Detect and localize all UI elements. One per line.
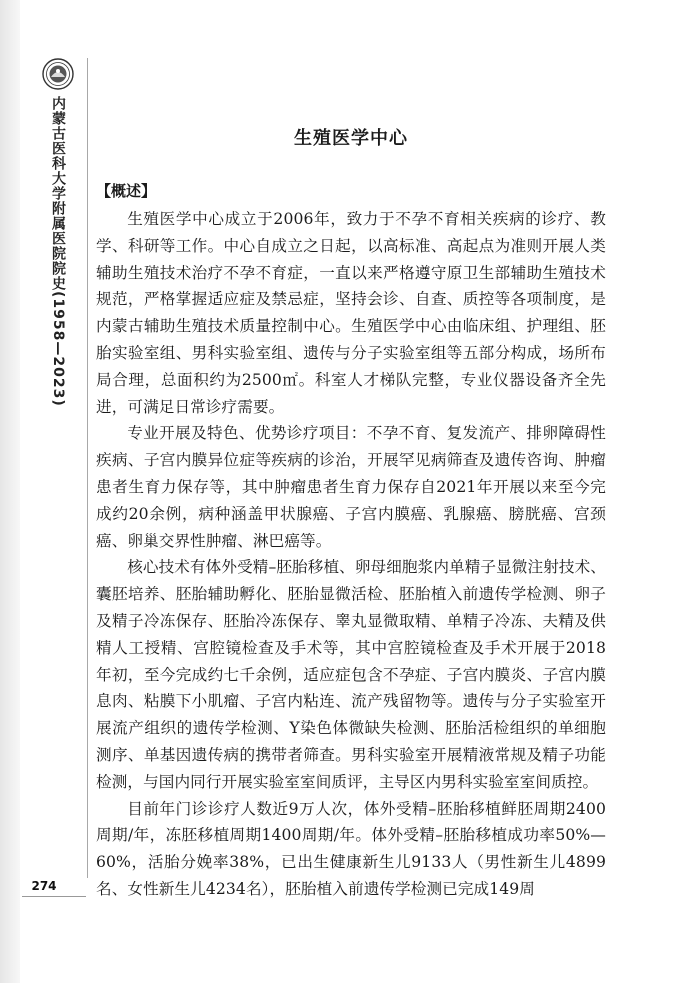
university-emblem-icon — [42, 58, 74, 90]
page-edge-shading — [0, 0, 20, 983]
book-title: 内蒙古医科大学附属医院院史(1958—2023) — [50, 96, 66, 407]
subsection-title: 【概述】 — [96, 182, 157, 200]
page-number-divider — [22, 896, 86, 897]
section-title: 生殖医学中心 — [294, 128, 408, 149]
paragraph-statistics: 目前年门诊诊疗人数近9万人次，体外受精–胚胎移植鲜胚周期2400周期/年，冻胚移植周期1400周期/年。体外受精–胚胎移植成功率50%—60%，活胎分娩率38%，已出生健康新生儿9133人（男性新生儿4899名、女性新生儿4234名），胚胎植入前遗传学检测已完成149周 — [96, 799, 606, 898]
margin-divider — [87, 58, 88, 878]
paragraph-core-technologies: 核心技术有体外受精–胚胎移植、卵母细胞浆内单精子显微注射技术、囊胚培养、胚胎辅助孵化、胚胎显微活检、胚胎植入前遗传学检测、卵子及精子冷冻保存、胚胎冷冻保存、睾丸显微取精、单精子冷冻、夫精及供精人工授精、宫腔镜检查及手术等，其中宫腔镜检查及手术开展于2018年初，至今完成约七千余例，适应症包含不孕症、子宫内膜炎、子宫内膜息肉、粘膜下小肌瘤、子宫内粘连、流产残留物等。遗传与分子实验室开展流产组织的遗传学检测、Y染色体微缺失检测、胚胎活检组织的单细胞测序、单基因遗传病的携带者筛查。男科实验室开展精液常规及精子功能检测，与国内同行开展实验室室间质评，主导区内男科实验室室间质控。 — [96, 558, 606, 791]
paragraph-overview: 生殖医学中心成立于2006年，致力于不孕不育相关疾病的诊疗、教学、科研等工作。中心自成立之日起，以高标准、高起点为准则开展人类辅助生殖技术治疗不孕不育症，一直以来严格遵守原卫生部辅助生殖技术规范，严格掌握适应症及禁忌症，坚持会诊、自查、质控等各项制度，是内蒙古辅助生殖技术质量控制中心。生殖医学中心由临床组、护理组、胚胎实验室组、男科实验室组、遗传与分子实验室组等五部分构成，场所布局合理，总面积约为2500㎡。科室人才梯队完整，专业仪器设备齐全先进，可满足日常诊疗需要。 — [96, 210, 606, 416]
paragraph-specialties: 专业开展及特色、优势诊疗项目：不孕不育、复发流产、排卵障碍性疾病、子宫内膜异位症等疾病的诊治，开展罕见病筛查及遗传咨询、肿瘤患者生育力保存等，其中肿瘤患者生育力保存自2021年开展以来至今完成约20余例，病种涵盖甲状腺癌、子宫内膜癌、乳腺癌、膀胱癌、宫颈癌、卵巢交界性肿瘤、淋巴癌等。 — [96, 424, 606, 550]
main-content — [96, 122, 606, 903]
page-number: 274 — [31, 879, 57, 893]
